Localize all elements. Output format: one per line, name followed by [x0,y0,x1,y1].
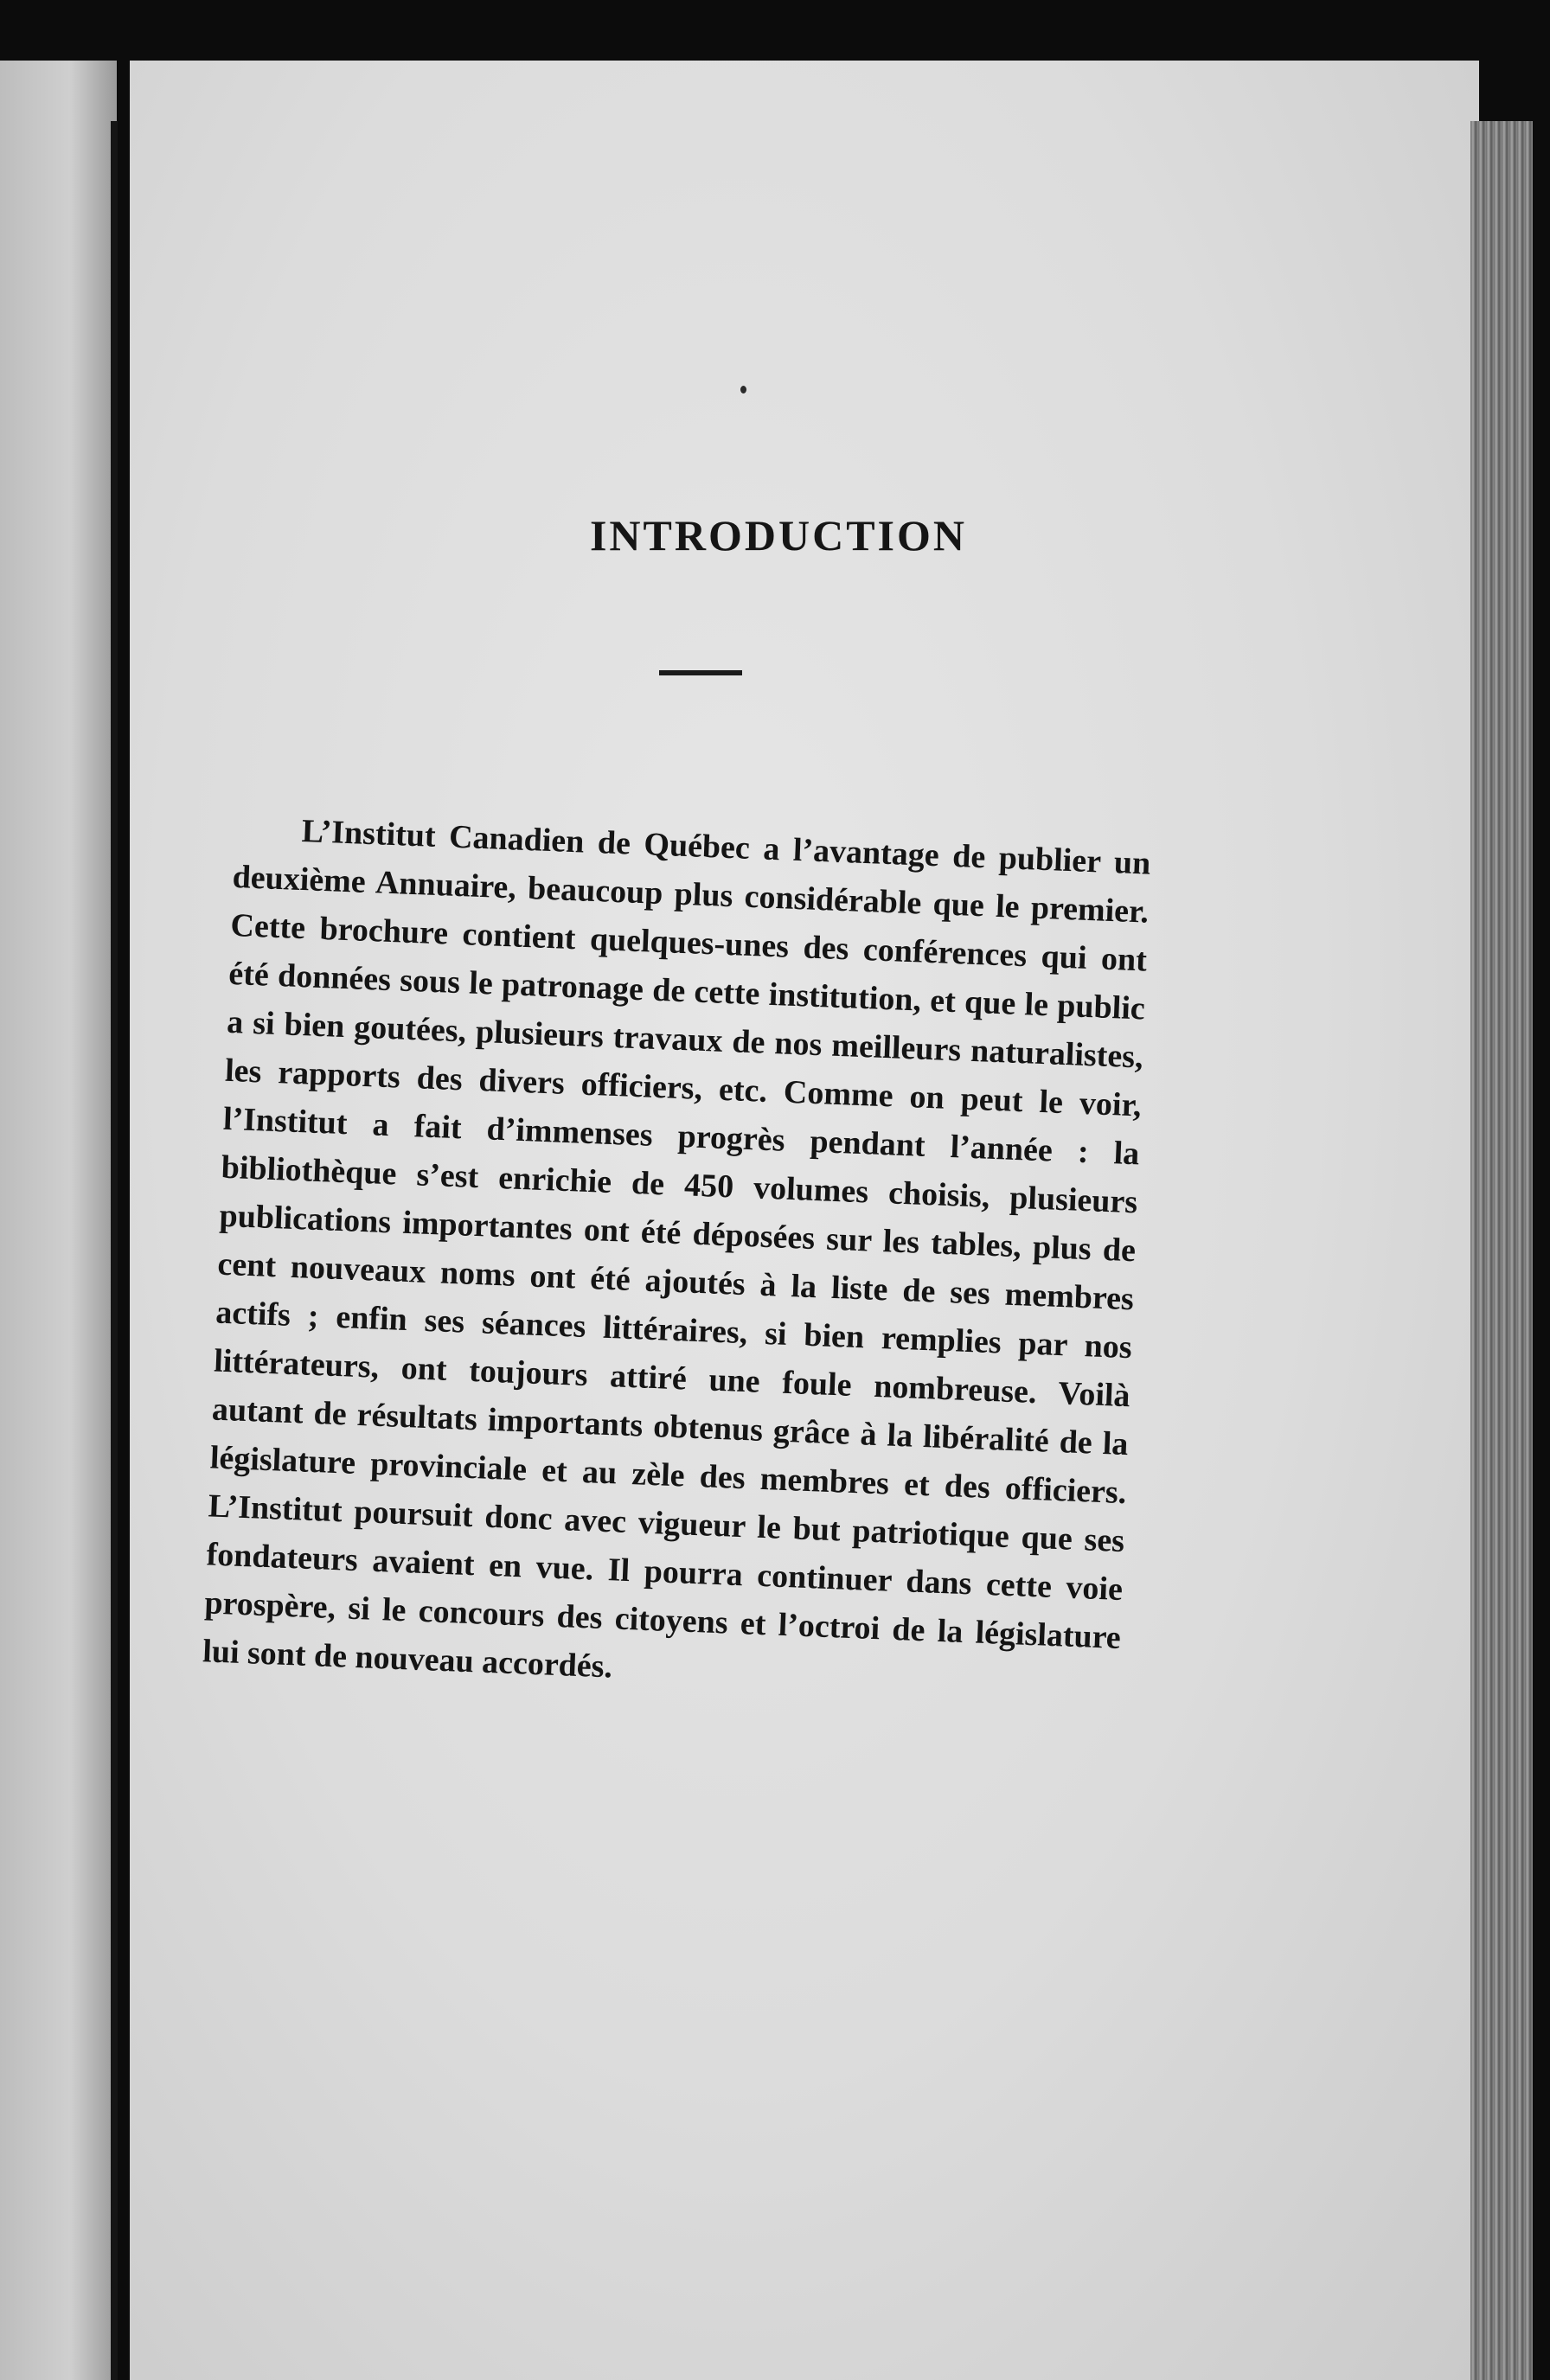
introduction-text [202,804,1151,1711]
title-rule [659,670,742,675]
book-page [130,61,1479,2380]
page-content [130,61,1479,2380]
page-block-edges [1470,121,1533,2380]
ink-speck [740,386,746,393]
left-page-edge [0,61,117,2380]
page-title: INTRODUCTION [589,511,968,560]
gutter-shadow [111,121,118,2380]
introduction-paragraph: L’Institut Canadien de Québec a l’avantage de publier un deuxième Annuaire, beaucoup plus considérable que le premier. Cette brochure contient quelques-unes des conférences qui ont été données sous le patronage de cette institution, et que le public a si bien goutées, plusieurs travaux de nos meilleurs naturalistes, les rapports des divers officiers, etc. Comme on peut le voir, l’Institut a fait d’immenses progrès pendant l’année : la bibliothèque s’est enrichie de 450 volumes choisis, plusieurs publications importantes ont été déposées sur les tables, plus de cent nouveaux noms ont été ajoutés à la liste de ses membres actifs ; enfin ses séances littéraires, si bien remplies par nos littérateurs, ont toujours attiré une foule nombreuse. Voilà autant de résultats importants obtenus grâce à la libéralité de la législature provinciale et au zèle des membres et des officiers. L’Institut poursuit donc avec vigueur le but patriotique que ses fondateurs avaient en vue. Il pourra continuer dans cette voie prospère, si le concours des citoyens et l’octroi de la législature lui sont de nouveau accordés. [202,812,1151,1686]
